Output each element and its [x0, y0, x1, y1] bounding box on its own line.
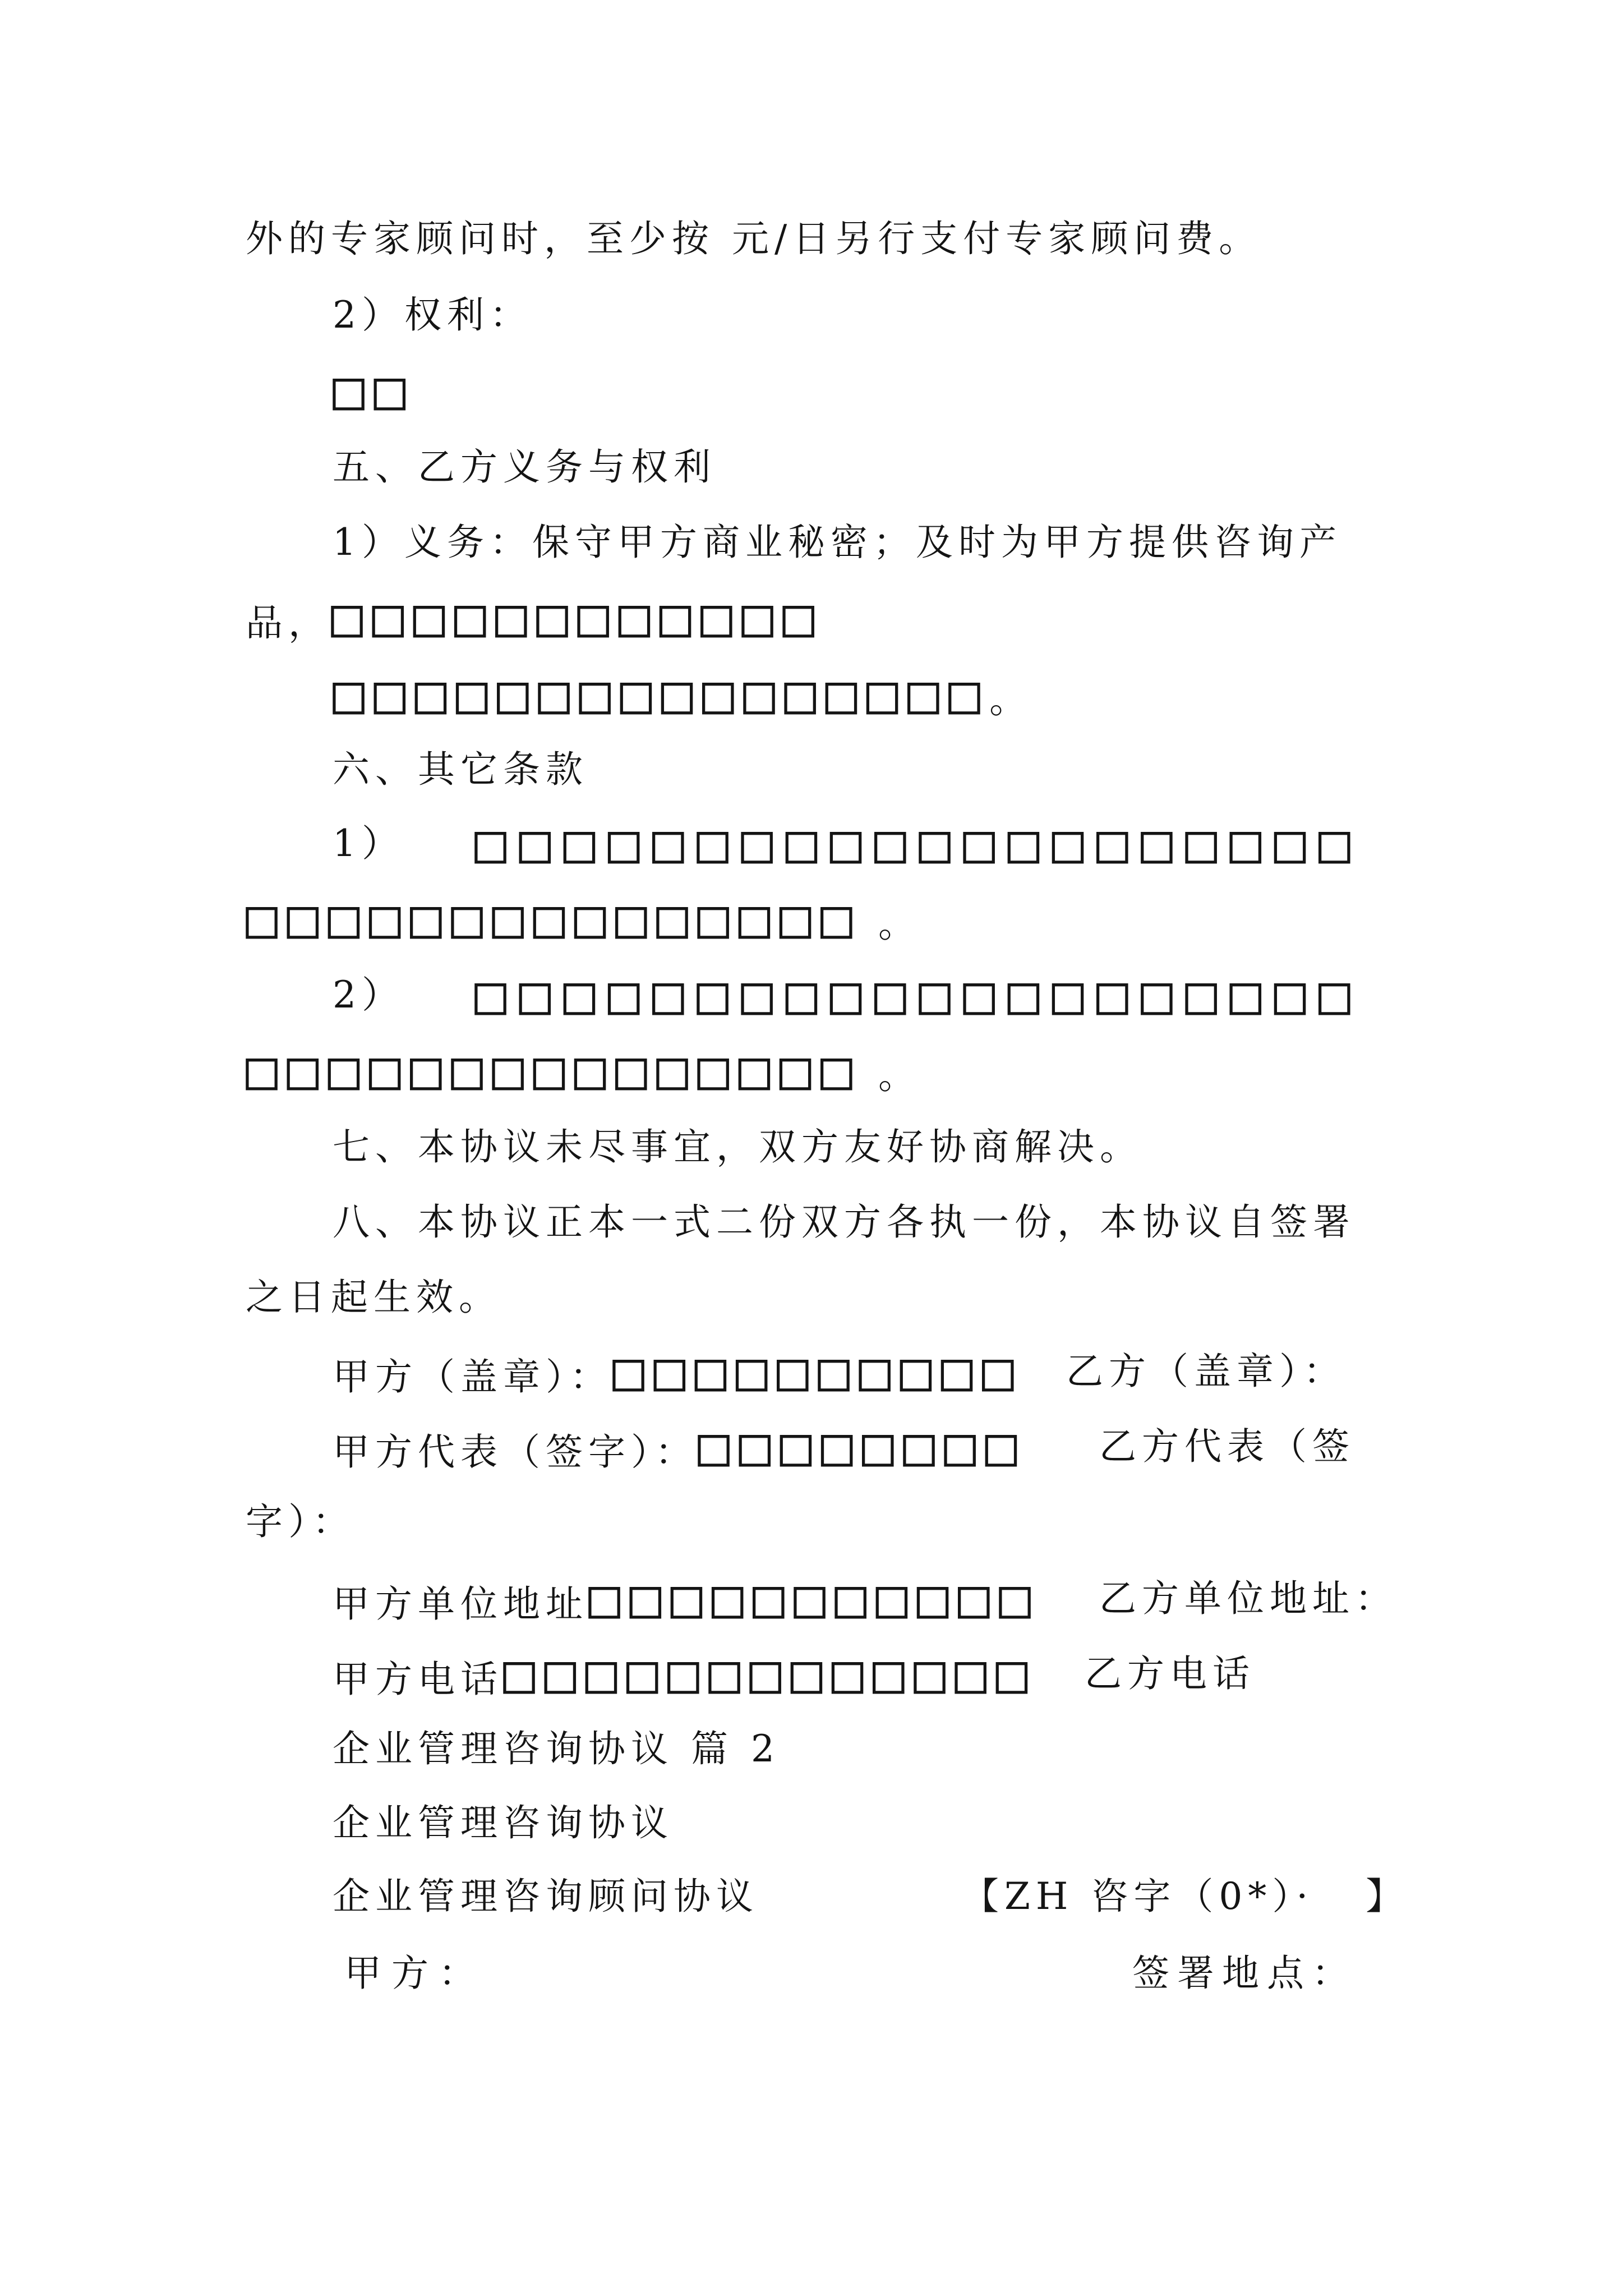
party-b-address-label: 乙方单位地址：	[1099, 1577, 1398, 1620]
clause-2-blank-1: □□□□□□□□□□□□□□□□□□□□	[474, 964, 1363, 1026]
document-title	[333, 1786, 674, 1861]
party-a-seal-label: 甲方（盖章）：	[333, 1355, 612, 1398]
party-b-phone-label: 乙方电话	[1085, 1652, 1255, 1695]
party-a-heading	[344, 1936, 486, 2011]
party-b-rep-label-2: 字）：	[246, 1500, 355, 1543]
clause-2-end: 。	[878, 1054, 921, 1097]
party-a-seal-blank: □□□□□□□□□□	[612, 1341, 1023, 1402]
party-b-seal-row	[1066, 1334, 1346, 1409]
document-subtitle	[333, 1859, 759, 1934]
article-5-obligations-end: 。	[989, 678, 1032, 721]
party-a-rights-line	[333, 278, 532, 353]
document-subtitle-text: 企业管理咨询顾问协议	[333, 1875, 759, 1918]
party-a-address-row	[333, 1561, 1040, 1636]
party-a-phone-blank: □□□□□□□□□□□□□	[503, 1643, 1037, 1705]
article-8-line-1	[333, 1185, 1355, 1260]
document-number-text: 【ZH 咨字（0*）· 】	[962, 1875, 1409, 1918]
party-a-rights-label: 2）权利：	[333, 293, 532, 337]
article-5-obligations-line-3	[333, 657, 1032, 732]
article-5-obligations-blank-1: □□□□□□□□□□□□	[331, 587, 824, 648]
clause-1-end: 。	[878, 903, 921, 946]
section-title-text: 企业管理咨询协议 篇 2	[333, 1727, 780, 1770]
party-b-phone-row	[1085, 1636, 1255, 1711]
article-5-obligations-text: 1）义务：保守甲方商业秘密；及时为甲方提供咨询产	[333, 521, 1342, 564]
party-b-address-row	[1099, 1561, 1398, 1636]
party-a-phone-label: 甲方电话	[333, 1658, 503, 1701]
article-5-obligations-prefix: 品，	[246, 601, 331, 645]
article-5-obligations-blank-2: □□□□□□□□□□□□□□□□	[333, 664, 990, 725]
article-7	[333, 1110, 1142, 1185]
clause-2-line-2	[246, 1033, 921, 1108]
article-5-obligations-line-2	[246, 580, 823, 655]
article-5-obligations-line-1	[333, 505, 1342, 580]
party-a-rep-row	[333, 1409, 1026, 1484]
article-8-text-1: 八、本协议正本一式二份双方各执一份，本协议自签署	[333, 1200, 1355, 1244]
party-b-rep-label-1: 乙方代表（签	[1099, 1425, 1355, 1468]
party-a-seal-row	[333, 1334, 1023, 1409]
party-a-rights-value-line	[333, 353, 414, 428]
section-title	[333, 1711, 780, 1787]
fee-clause-tail-text: 外的专家顾问时，至少按 元/日另行支付专家顾问费。	[246, 217, 1262, 260]
clause-1-number-text: 1）	[333, 822, 404, 865]
signing-place-label: 签署地点：	[1132, 1952, 1357, 1995]
article-8-line-2	[246, 1260, 501, 1335]
party-a-rep-blank: □□□□□□□□	[698, 1416, 1026, 1478]
article-5-heading-text: 五、乙方义务与权利	[333, 445, 716, 489]
signing-place	[1132, 1936, 1357, 2011]
document-number	[962, 1859, 1408, 1934]
party-b-rep-row	[1099, 1409, 1355, 1484]
clause-2-number	[333, 958, 404, 1033]
article-6-heading	[333, 732, 588, 807]
clause-2-blank-2: □□□□□□□□□□□□□□□	[246, 1039, 861, 1101]
article-6-heading-text: 六、其它条款	[333, 748, 588, 791]
clause-2-number-text: 2）	[333, 973, 404, 1016]
clause-2-line-1	[474, 958, 1363, 1033]
article-7-text: 七、本协议未尽事宜，双方友好协商解决。	[333, 1125, 1142, 1168]
party-a-rights-blank: □□	[333, 360, 415, 421]
party-a-rep-label: 甲方代表（签字）：	[333, 1430, 698, 1474]
party-b-rep-row-continued	[246, 1484, 355, 1559]
clause-1-blank-2: □□□□□□□□□□□□□□□	[246, 888, 861, 950]
article-5-heading	[333, 430, 716, 505]
fee-clause-tail-line	[246, 201, 1261, 277]
clause-1-blank-1: □□□□□□□□□□□□□□□□□□□□	[474, 813, 1363, 875]
party-a-phone-row	[333, 1636, 1037, 1711]
party-b-seal-label: 乙方（盖章）：	[1066, 1350, 1346, 1393]
article-8-text-2: 之日起生效。	[246, 1276, 501, 1319]
clause-1-line-2	[246, 881, 921, 956]
clause-1-number	[333, 806, 404, 881]
document-title-text: 企业管理咨询协议	[333, 1801, 674, 1844]
party-a-address-blank: □□□□□□□□□□□	[588, 1568, 1040, 1630]
party-a-heading-label: 甲方：	[344, 1952, 486, 1995]
party-a-address-label: 甲方单位地址	[333, 1582, 588, 1626]
clause-1-line-1	[474, 806, 1363, 881]
